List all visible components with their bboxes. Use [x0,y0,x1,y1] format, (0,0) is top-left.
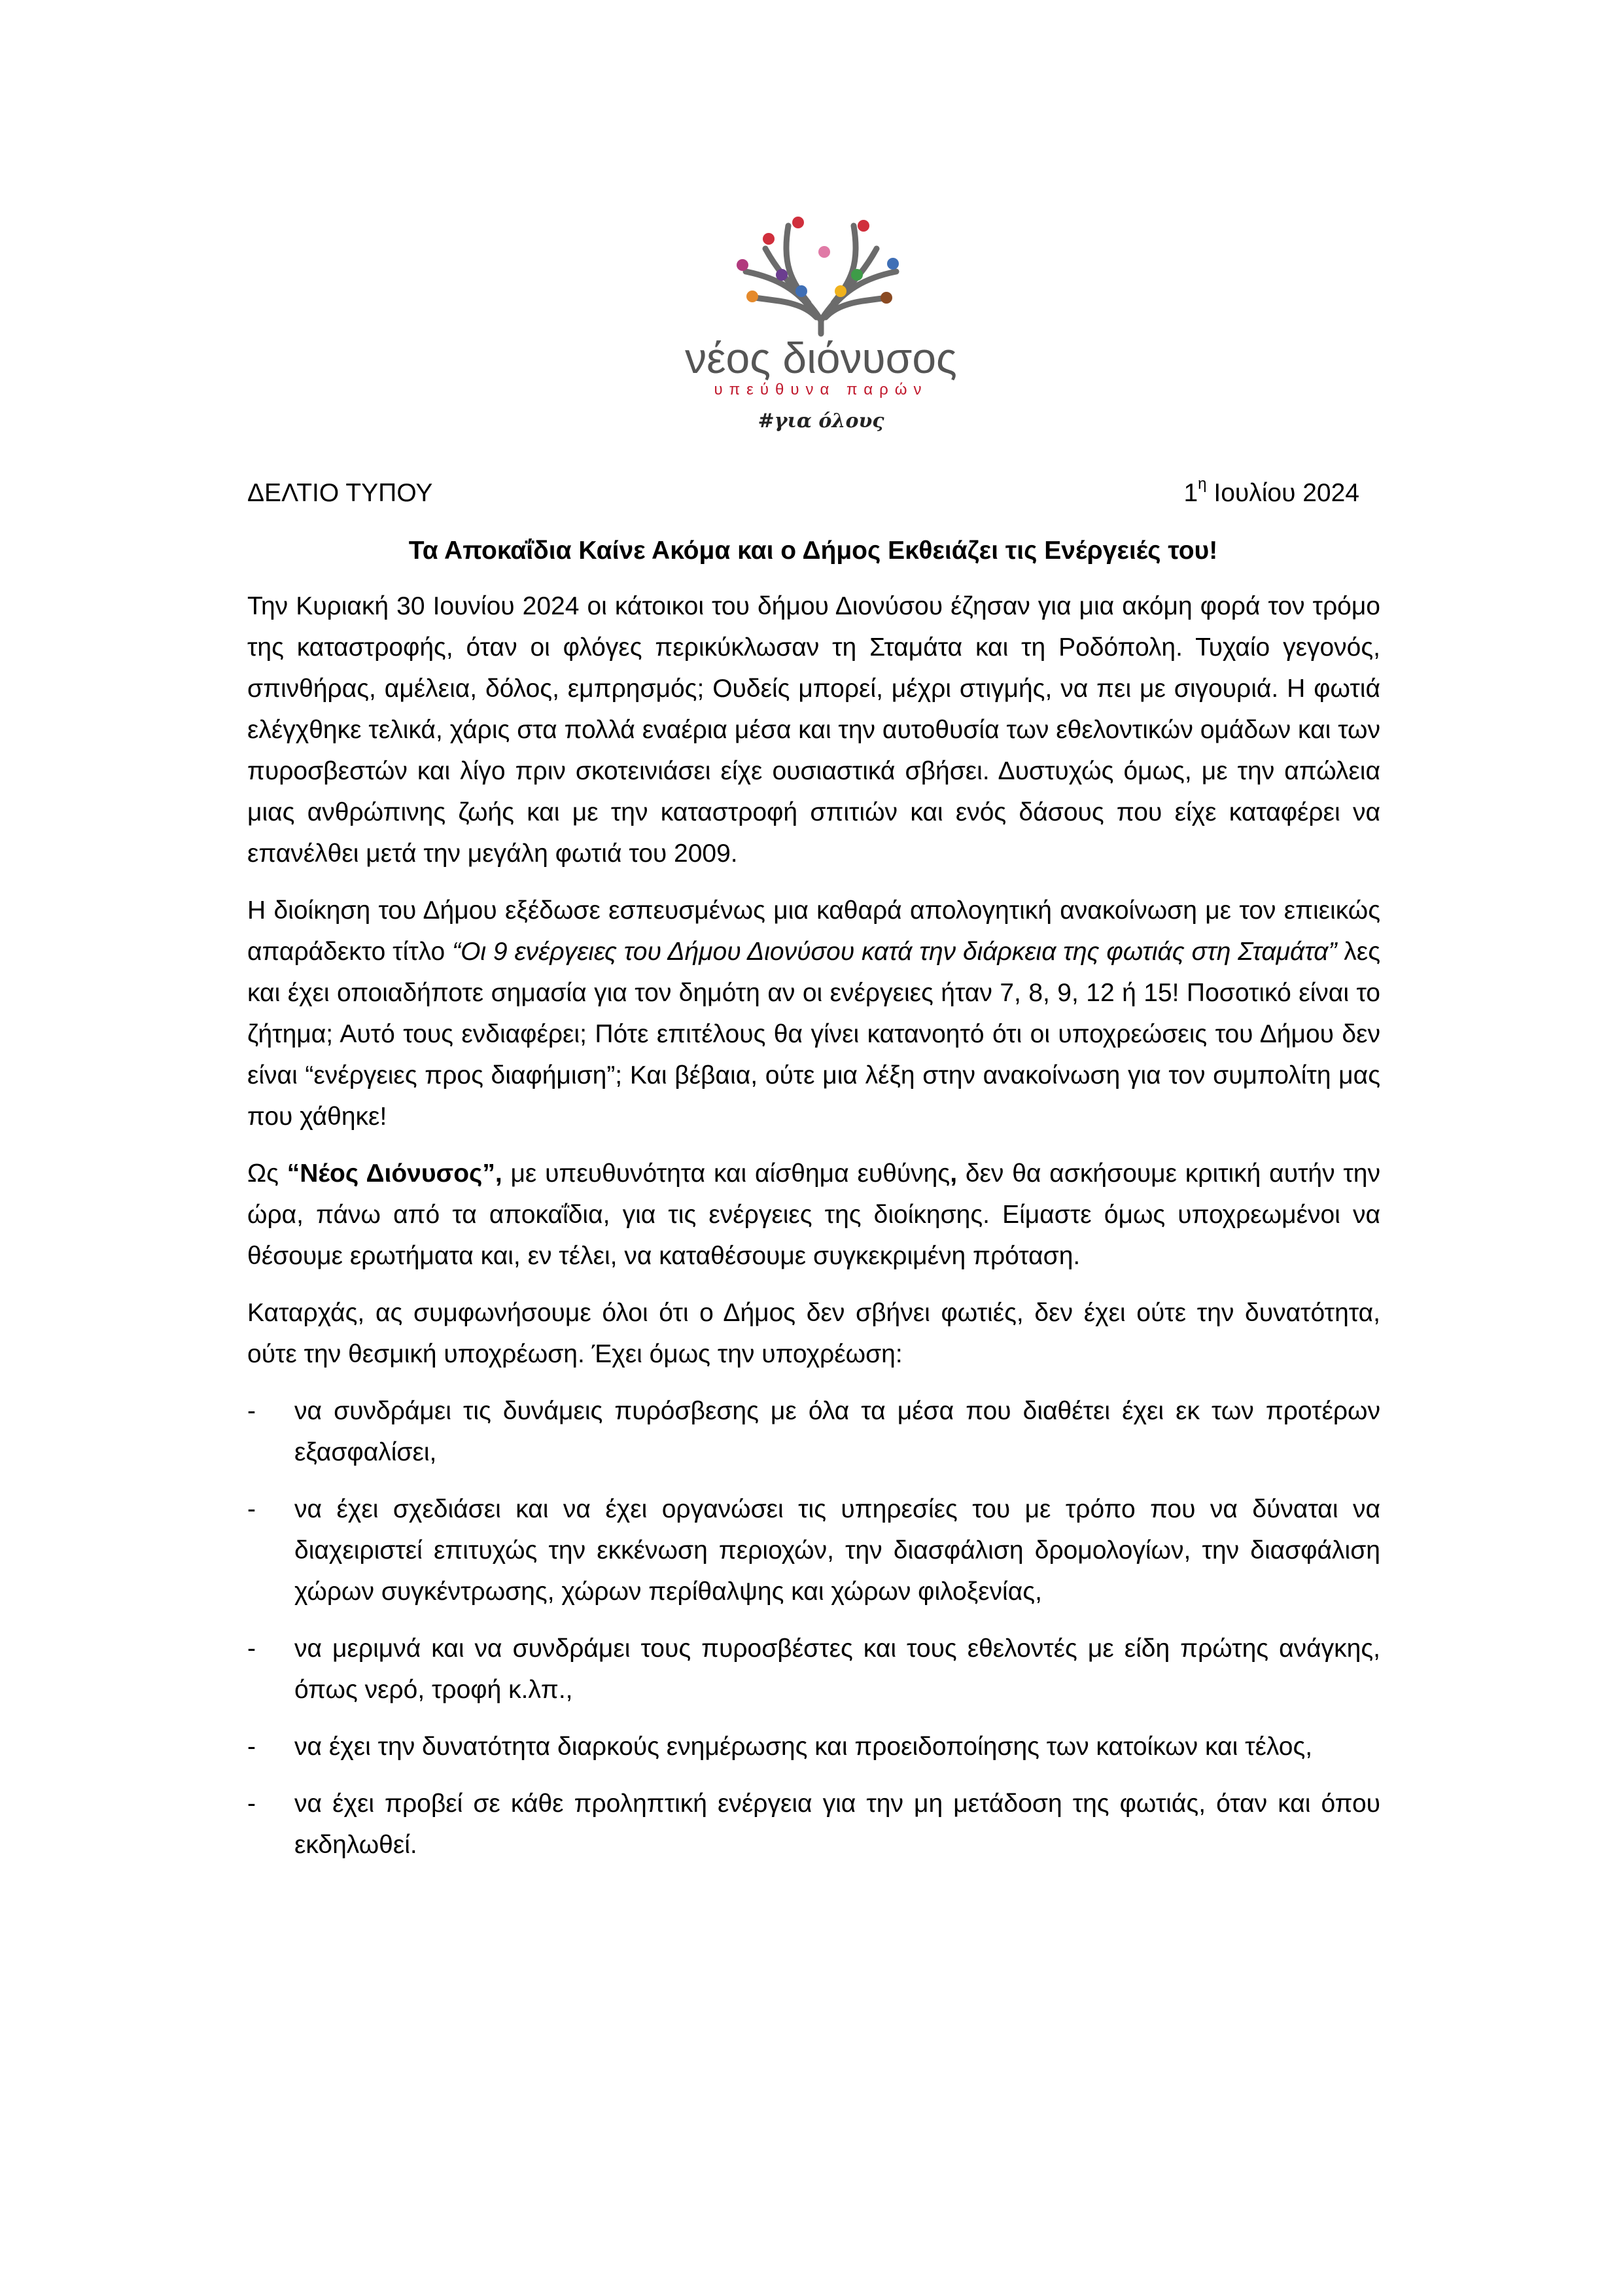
press-release-title: Τα Αποκαΐδια Καίνε Ακόμα και ο Δήμος Εκθειάζει τις Ενέργειές του! [408,537,1218,565]
paragraph-4: Καταρχάς, ας συμφωνήσουμε όλοι ότι ο Δήμος δεν σβήνει φωτιές, δεν έχει ούτε την δυνατότητα, ούτε την θεσμική υποχρέωση. Έχει όμως την υποχρέωση: [247,1299,1380,1368]
paragraph-3-bold-comma: , [950,1159,958,1188]
list-item-text: να έχει προβεί σε κάθε προληπτική ενέργεια για την μη μετάδοση της φωτιάς, όταν και όπου εκδηλωθεί. [294,1790,1380,1859]
paragraph-2-text-c: λες και έχει οποιαδήποτε σημασία για τον δημότη αν οι ενέργειες ήταν 7, 8, 9, 12 ή 15! Ποσοτικό είναι το ζήτημα; Αυτό τους ενδιαφέρει; Πότε επιτέλους θα γίνει κατανοητό ότι οι υποχρεώσεις του Δήμου δεν είναι “ενέργειες προς διαφήμιση”; Και βέβαια, ούτε μια λέξη στην ανακοίνωση για τον συμπολίτη μας που χάθηκε! [247,938,1380,1131]
list-item [247,1628,1380,1710]
list-item-text: να έχει την δυνατότητα διαρκούς ενημέρωσης και προειδοποίησης των κατοίκων και τέλος, [294,1733,1313,1761]
date-day: 1 [1183,479,1198,507]
date-rest: Ιουλίου 2024 [1206,479,1359,507]
date-superscript: η [1198,475,1207,493]
list-item-text: να μεριμνά και να συνδράμει τους πυροσβέστες και τους εθελοντές με είδη πρώτης ανάγκης, όπως νερό, τροφή κ.λπ., [294,1634,1380,1704]
list-dash: - [247,1790,256,1818]
list-item-text: να έχει σχεδιάσει και να έχει οργανώσει τις υπηρεσίες του με τρόπο που να δύναται να διαχειριστεί επιτυχώς την εκκένωση περιοχών, την διασφάλιση δρομολογίων, την διασφάλιση χώρων συγκέντρωσης, χώρων περίθαλψης και χώρων φιλοξενίας, [294,1495,1380,1606]
list-dash: - [247,1495,256,1523]
document-header [247,475,1359,518]
paragraph-3 [247,1153,1380,1277]
neos-dionysos-logo [667,186,975,442]
list-dash: - [247,1397,256,1425]
list-item [247,1390,1380,1473]
paragraph-2 [247,890,1380,1137]
paragraph-3-text-e: δεν θα ασκήσουμε κριτική αυτήν την ώρα, πάνω από τα αποκαΐδια, για τις ενέργειες της διοίκησης. Είμαστε όμως υποχρεωμένοι να θέσουμε ερωτήματα και, εν τέλει, να καταθέσουμε συγκεκριμένη πρόταση. [247,1159,1381,1270]
quoted-announcement-title: “Οι 9 ενέργειες του Δήμου Διονύσου κατά την διάρκεια της φωτιάς στη Σταμάτα” [452,938,1337,966]
list-item [247,1489,1380,1612]
logo-hashtag: #για όλους [758,410,884,433]
press-release-body [247,586,1380,1881]
list-item [247,1726,1380,1767]
list-item [247,1783,1380,1865]
document-date [1183,475,1359,508]
party-name-bold: “Νέος Διόνυσος”, [287,1159,502,1188]
list-dash: - [247,1634,256,1663]
document-type: ΔΕΛΤΙΟ ΤΥΠΟΥ [247,479,433,507]
paragraph-3-text-a: Ως [247,1159,287,1188]
paragraph-3-text-c: με υπευθυνότητα και αίσθημα ευθύνης [502,1159,951,1188]
list-item-text: να συνδράμει τις δυνάμεις πυρόσβεσης με όλα τα μέσα που διαθέτει έχει εκ των προτέρων εξασφαλίσει, [294,1397,1380,1466]
paragraph-2-text-a: Η διοίκηση του Δήμου εξέδωσε εσπευσμένως μια καθαρά απολογητική ανακοίνωση με τον επιεικώς απαράδεκτο τίτλο [247,896,1380,966]
paragraph-1: Την Κυριακή 30 Ιουνίου 2024 οι κάτοικοι του δήμου Διονύσου έζησαν για μια ακόμη φορά τον τρόμο της καταστροφής, όταν οι φλόγες περικύκλωσαν τη Σταμάτα και τη Ροδόπολη. Τυχαίο γεγονός, σπινθήρας, αμέλεια, δόλος, εμπρησμός; Ουδείς μπορεί, μέχρι στιγμής, να πει με σιγουριά. Η φωτιά ελέγχθηκε τελικά, χάρις στα πολλά εναέρια μέσα και την αυτοθυσία των εθελοντικών ομάδων και των πυροσβεστών και λίγο πριν σκοτεινιάσει είχε ουσιαστικά σβήσει. Δυστυχώς όμως, με την απώλεια μιας ανθρώπινης ζωής και με την καταστροφή σπιτιών και ενός δάσους που είχε καταφέρει να επανέλθει μετά την μεγάλη φωτιά του 2009. [247,592,1380,868]
list-dash: - [247,1733,256,1761]
tree-logo-graphic [667,186,975,442]
logo-tagline: υπεύθυνα παρών [714,381,928,398]
obligations-list [247,1390,1380,1865]
logo-name: νέος διόνυσος [685,334,957,382]
